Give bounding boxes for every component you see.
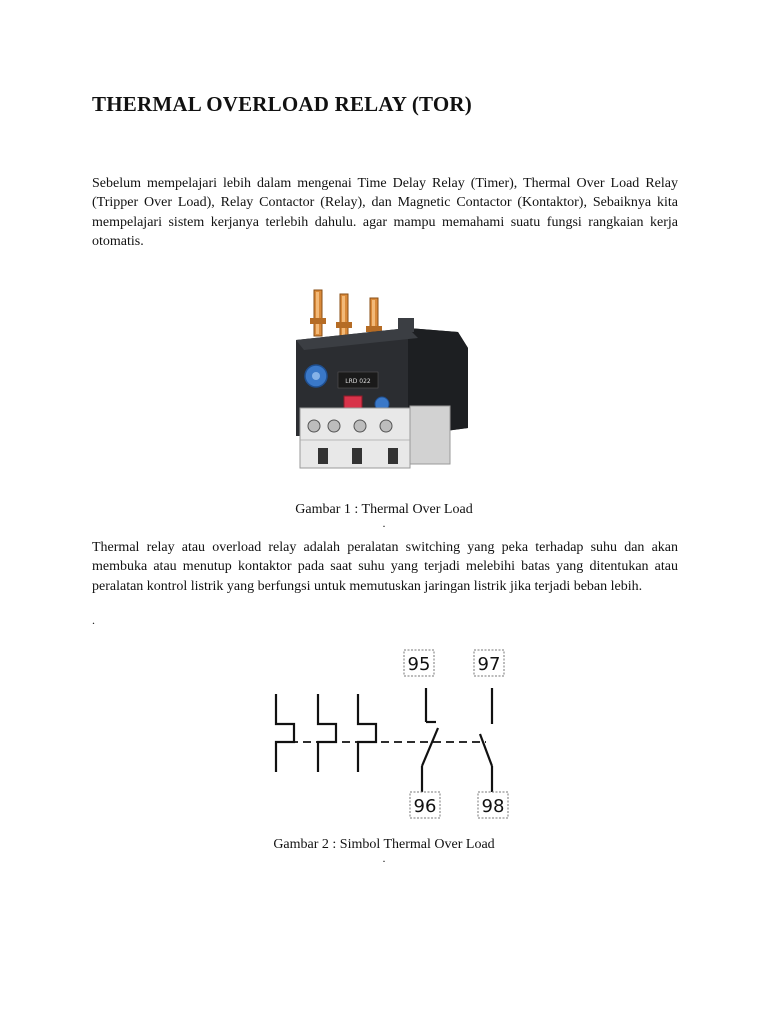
- terminal-label-boxes: [404, 650, 508, 818]
- thermal-overload-relay-photo: [288, 288, 484, 480]
- terminal-label-95: 95: [407, 654, 431, 675]
- definition-paragraph: Thermal relay atau overload relay adalah peralatan switching yang peka terhadap suhu dan akan membuka atau menutup kontaktor pada saat suhu yang terjadi melebihi batas yang ditentukan atau peralatan kontrol listrik yang berfungsi untuk memutuskan jaringan listrik jika terjadi beban lebih.: [92, 540, 678, 594]
- terminal-label-98: 98: [481, 796, 505, 817]
- paragraph-dot: .: [92, 613, 95, 627]
- figure-1-caption: [0, 502, 768, 528]
- terminal-label-97: 97: [477, 654, 501, 675]
- thermal-element-symbols: [276, 688, 492, 794]
- thermal-overload-symbol-diagram: [262, 648, 512, 822]
- caption-dot: .: [382, 516, 386, 530]
- page-title: THERMAL OVERLOAD RELAY (TOR): [92, 92, 472, 116]
- figure-1-caption-text: Gambar 1 : Thermal Over Load: [295, 502, 473, 517]
- svg-text:LRD 022: LRD 022: [345, 378, 371, 385]
- figure-2-caption-text: Gambar 2 : Simbol Thermal Over Load: [273, 837, 495, 852]
- caption-dot: .: [382, 851, 386, 865]
- terminal-label-96: 96: [413, 796, 437, 817]
- intro-paragraph: Sebelum mempelajari lebih dalam mengenai Time Delay Relay (Timer), Thermal Over Load Relay (Tripper Over Load), Relay Contactor (Relay), dan Magnetic Contactor (Kontaktor), Sebaiknya kita mempelajari sistem kerjanya terlebih dahulu. agar mampu memahami suatu fungsi rangkaian kerja otomatis.: [92, 176, 678, 249]
- figure-2-caption: [0, 837, 768, 863]
- terminal-base: [300, 406, 450, 468]
